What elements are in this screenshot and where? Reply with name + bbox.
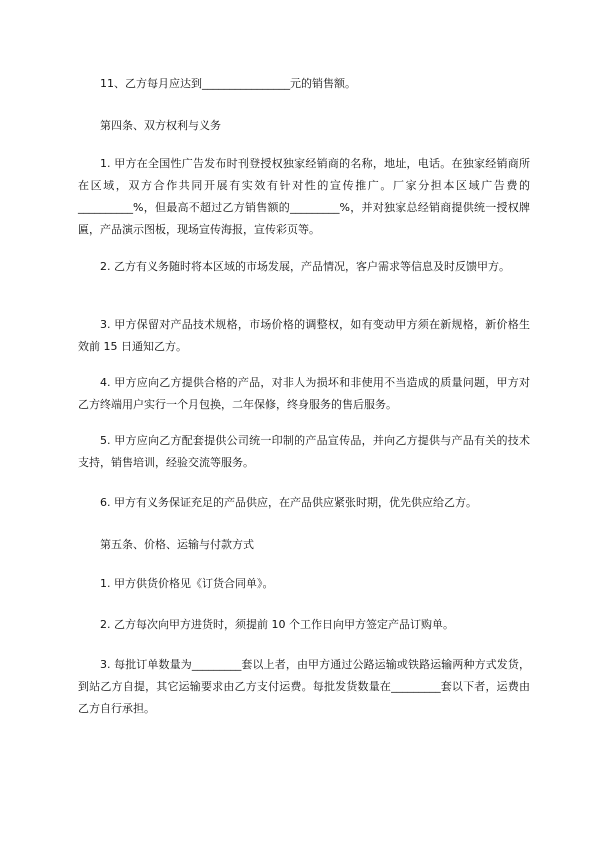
section-4-item-3: 3. 甲方保留对产品技术规格，市场价格的调整权，如有变动甲方须在新规格，新价格生效前 15 日通知乙方。 bbox=[78, 318, 530, 353]
section-5-title: 第五条、价格、运输与付款方式 bbox=[100, 538, 254, 551]
section-5-item-3 bbox=[78, 654, 530, 720]
clause-11-suffix: 元的销售额。 bbox=[290, 77, 356, 90]
item-3-text-a: 3. 每批订单数量为 bbox=[100, 658, 192, 671]
section-4-item-4: 4. 甲方应向乙方提供合格的产品，对非人为损坏和非使用不当造成的质量问题，甲方对乙方终端用户实行一个月包换，二年保修，终身服务的售后服务。 bbox=[78, 376, 530, 411]
section-4-title: 第四条、双方权利与义务 bbox=[100, 119, 221, 132]
item-1-text-b: %，但最高不超过乙方销售额的 bbox=[133, 201, 290, 214]
item-1-blank-1: __________ bbox=[78, 201, 133, 214]
clause-11 bbox=[78, 73, 530, 95]
clause-11-blank: ________________ bbox=[202, 77, 290, 90]
item-3-blank-1: _________ bbox=[191, 658, 242, 671]
item-1-text-a: 1. 甲方在全国性广告发布时刊登授权独家经销商的名称，地址，电话。在独家经销商所在区域，双方合作共同开展有实效有针对性的宣传推广。厂家分担本区域广告费的 bbox=[78, 157, 530, 192]
section-4-item-6: 6. 甲方有义务保证充足的产品供应，在产品供应紧张时期，优先供应给乙方。 bbox=[100, 496, 477, 509]
section-4-item-2: 2. 乙方有义务随时将本区域的市场发展，产品情况，客户需求等信息及时反馈甲方。 bbox=[100, 260, 510, 273]
item-3-text-b: 套以上者，由甲方通过公路运输或铁路运输两种方式发货，到站乙方自提，其它运输要求由乙方支付运费。每批发货数量在 bbox=[78, 658, 531, 693]
section-5-item-2: 2. 乙方每次向甲方进货时，须提前 10 个工作日向甲方签定产品订购单。 bbox=[100, 618, 454, 631]
clause-11-prefix: 11、乙方每月应达到 bbox=[100, 77, 202, 90]
section-4-item-1 bbox=[78, 153, 530, 241]
item-3-blank-2: _________ bbox=[391, 680, 441, 693]
item-1-blank-2: _________ bbox=[290, 201, 340, 214]
item-3-text-c: 套以下者，运费由乙方自行承担。 bbox=[78, 680, 531, 715]
item-1-text-c: %，并对独家总经销商提供统一授权牌匾，产品演示图板，现场宣传海报，宣传彩页等。 bbox=[78, 201, 531, 236]
section-5-item-1: 1. 甲方供货价格见《订货合同单》。 bbox=[100, 577, 274, 590]
section-4-item-5: 5. 甲方应向乙方配套提供公司统一印制的产品宣传品，并向乙方提供与产品有关的技术支持，销售培训，经验交流等服务。 bbox=[78, 434, 530, 469]
